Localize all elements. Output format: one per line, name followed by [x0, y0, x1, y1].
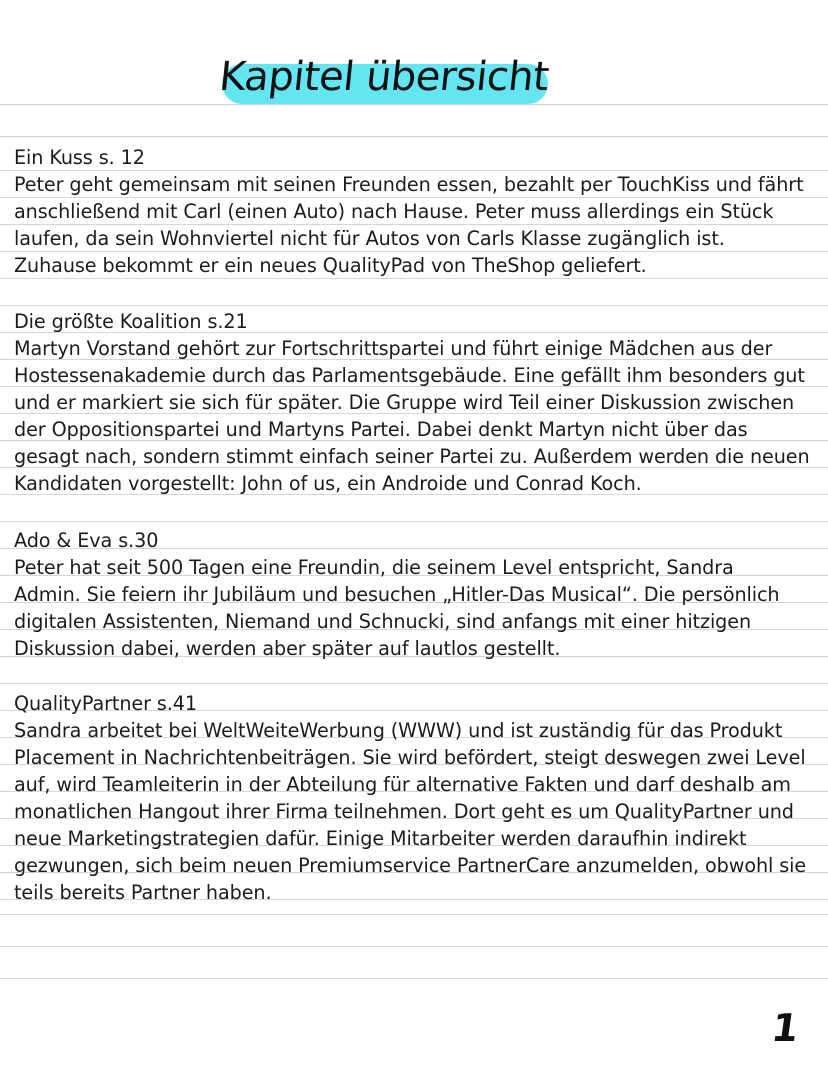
chapter-text-line: anschließend mit Carl (einen Auto) nach Hause. Peter muss allerdings ein Stück [14, 200, 774, 223]
chapter-heading: QualityPartner s.41 [14, 692, 198, 715]
chapter-text-line: Martyn Vorstand gehört zur Fortschrittspartei und führt einige Mädchen aus der [14, 337, 773, 360]
chapter-text-line: der Oppositionspartei und Martyns Partei. Dabei denkt Martyn nicht über das [14, 418, 748, 441]
chapter-text-line: Hostessenakademie durch das Parlamentsgebäude. Eine gefällt ihm besonders gut [14, 364, 805, 387]
ruled-line [0, 521, 828, 522]
chapter-text-line: Sandra arbeitet bei WeltWeiteWerbung (WWW) und ist zuständig für das Produkt [14, 719, 783, 742]
chapter-text-line: Diskussion dabei, werden aber später auf lautlos gestellt. [14, 637, 561, 660]
chapter-text-line: teils bereits Partner haben. [14, 881, 272, 904]
chapter-text-line: Zuhause bekommt er ein neues QualityPad von TheShop geliefert. [14, 254, 647, 277]
chapter-text-line: monatlichen Hangout ihrer Firma teilnehmen. Dort geht es um QualityPartner und [14, 800, 794, 823]
chapter-text-line: gesagt nach, sondern stimmt einfach seiner Partei zu. Außerdem werden die neuen [14, 445, 810, 468]
page-title: Kapitel übersicht [217, 54, 551, 100]
ruled-line [0, 170, 828, 171]
chapter-text-line: Admin. Sie feiern ihr Jubiläum und besuchen „Hitler-Das Musical“. Die persönlich [14, 583, 780, 606]
chapter-text-line: gezwungen, sich beim neuen Premiumservice PartnerCare anzumelden, obwohl sie [14, 854, 807, 877]
chapter-heading: Ein Kuss s. 12 [14, 146, 145, 169]
chapter-text-line: und er markiert sie sich für später. Die Gruppe wird Teil einer Diskussion zwischen [14, 391, 795, 414]
chapter-text-line: Kandidaten vorgestellt: John of us, ein Androide und Conrad Koch. [14, 472, 642, 495]
page-number: 1 [768, 1006, 802, 1050]
chapter-heading: Die größte Koalition s.21 [14, 310, 248, 333]
chapter-text-line: Peter hat seit 500 Tagen eine Freundin, die seinem Level entspricht, Sandra [14, 556, 734, 579]
chapter-text-line: digitalen Assistenten, Niemand und Schnucki, sind anfangs mit einer hitzigen [14, 610, 752, 633]
ruled-line [0, 978, 828, 979]
ruled-line [0, 197, 828, 198]
ruled-line [0, 914, 828, 915]
ruled-line [0, 136, 828, 137]
chapter-text-line: neue Marketingstrategien dafür. Einige Mitarbeiter werden daraufhin indirekt [14, 827, 747, 850]
chapter-text-line: auf, wird Teamleiterin in der Abteilung für alternative Fakten und darf deshalb am [14, 773, 791, 796]
page-title-block [214, 48, 554, 118]
chapter-text-line: Peter geht gemeinsam mit seinen Freunden essen, bezahlt per TouchKiss und fährt [14, 173, 804, 196]
ruled-line [0, 683, 828, 684]
chapter-heading: Ado & Eva s.30 [14, 529, 159, 552]
ruled-line [0, 251, 828, 252]
ruled-line [0, 278, 828, 279]
ruled-line [0, 224, 828, 225]
ruled-line [0, 305, 828, 306]
ruled-line [0, 946, 828, 947]
chapter-text-line: Placement in Nachrichtenbeiträgen. Sie wird befördert, steigt deswegen zwei Level [14, 746, 806, 769]
chapter-text-line: laufen, da sein Wohnviertel nicht für Autos von Carls Klasse zugänglich ist. [14, 227, 725, 250]
